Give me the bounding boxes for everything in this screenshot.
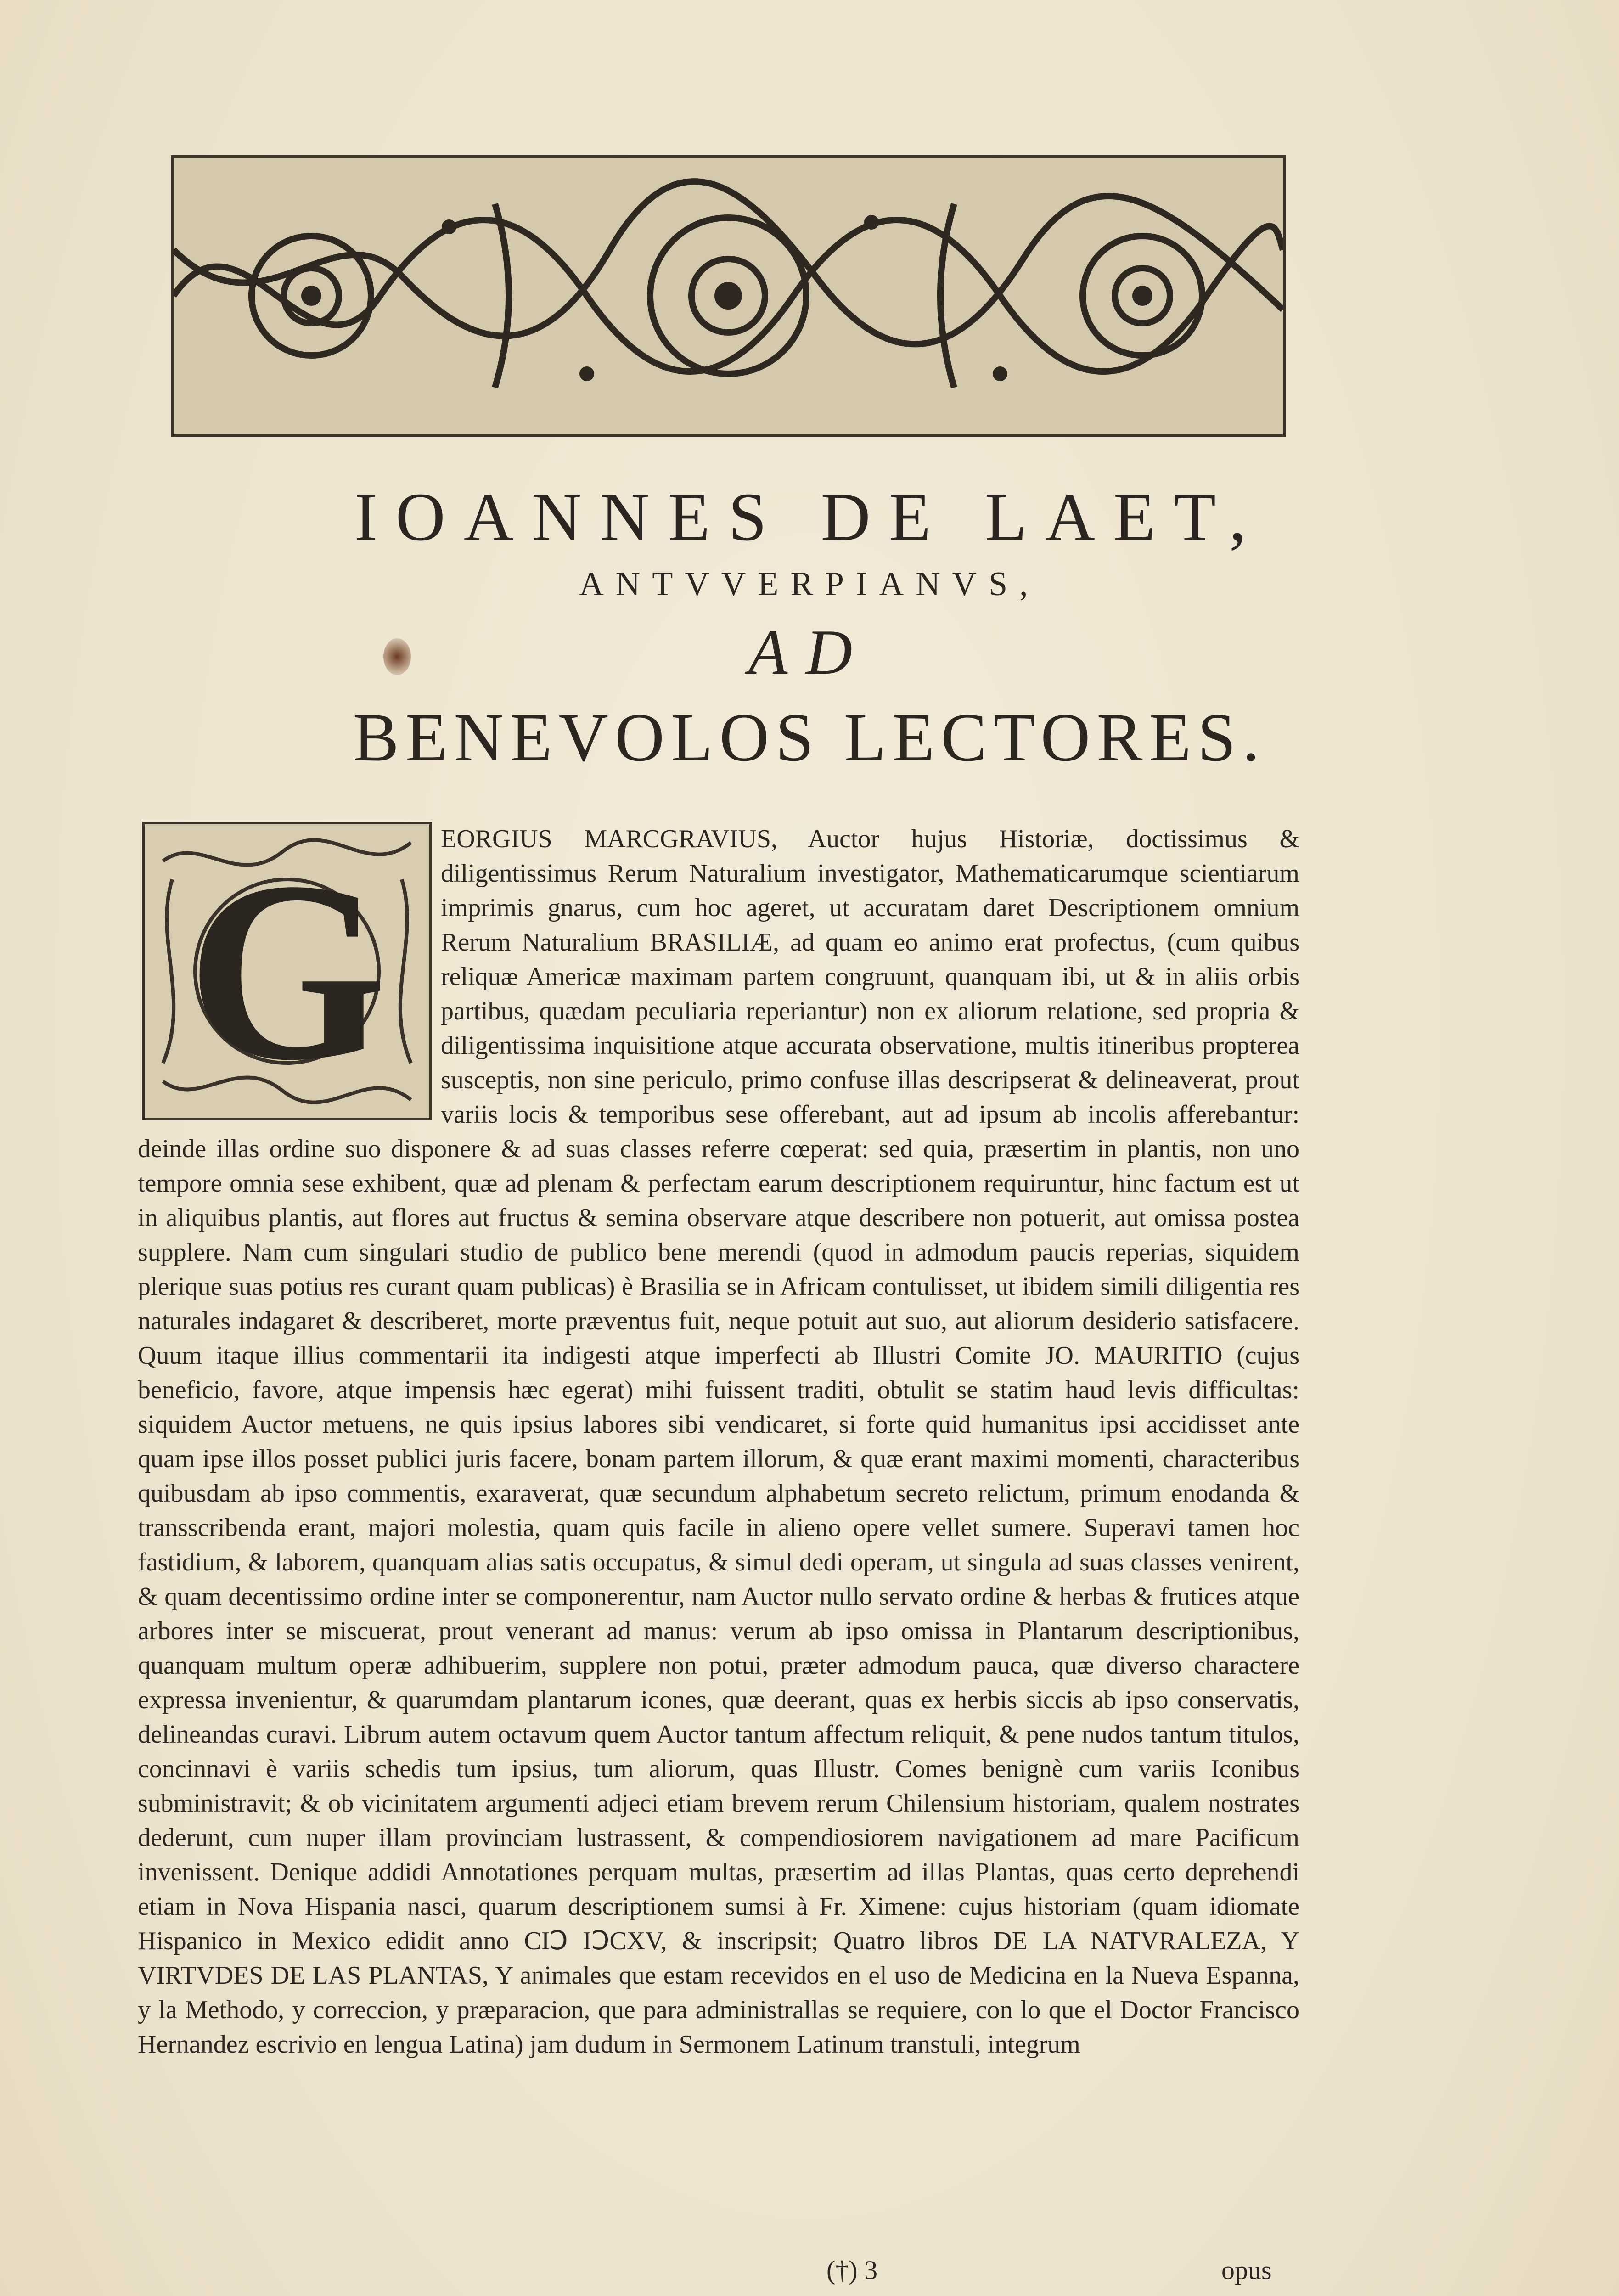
- heading-ad: AD: [748, 617, 871, 688]
- catchword: opus: [1221, 2255, 1272, 2285]
- initial-letter: G: [187, 829, 387, 1114]
- initial-spacer: [138, 822, 441, 1125]
- heading-author: IOANNES DE LAET,: [354, 479, 1265, 555]
- heading-readers: BENEVOLOS LECTORES.: [353, 699, 1266, 776]
- ornamental-headpiece: [171, 155, 1286, 437]
- signature-mark: (†) 3: [826, 2255, 878, 2285]
- heading-origin: ANTVVERPIANVS,: [579, 565, 1040, 603]
- body-text: [138, 822, 1299, 2062]
- ink-stain: [383, 638, 411, 675]
- body-paragraph: EORGIUS MARCGRAVIUS, Auctor hujus Historiæ, doctissimus & diligentissimus Rerum Naturalium investigator, Mathematicarumque scientiarum imprimis gnarus, cum hoc ageret, ut accuratam daret Descriptionem omnium Rerum Naturalium BRASILIÆ, ad quam eo animo erat profectus, (cum quibus reliquæ Americæ maximam partem congruunt, quanquam ibi, ut & in aliis orbis partibus, quædam peculiaria reperiantur) non ex aliorum relatione, sed propria & diligentissima inquisitione atque accurata observatione, multis itineribus propterea susceptis, non sine periculo, primo confuse illas descripserat & delineaverat, prout variis locis & temporibus sese offerebant, aut ad ipsum ab incolis afferebantur: deinde illas ordine suo disponere & ad suas classes referre cœperat: sed quia, præsertim in plantis, non uno tempore omnia sese exhibent, quæ ad plenam & perfectam earum descriptionem requiruntur, hinc factum est ut in aliquibus plantis, aut flores aut fructus & semina observare atque describere non potuerit, aut omissa postea supplere. Nam cum singulari studio de publico bene merendi (quod in admodum paucis reperias, siquidem plerique suas potius res curant quam publicas) è Brasilia se in Africam contulisset, ut ibidem simili diligentia res naturales indagaret & describeret, morte præventus fuit, neque potuit aut suo, aut aliorum desiderio satisfacere. Quum itaque illius commentarii ita indigesti atque imperfecti ab Illustri Comite JO. MAURITIO (cujus beneficio, favore, atque impensis hæc egerat) mihi fuissent traditi, obtulit se statim haud levis difficultas: siquidem Auctor metuens, ne quis ipsius labores sibi vendicaret, si forte quid humanitus ipsi accidisset ante quam ipse illos posset publici juris facere, bonam partem illorum, & quæ erant maximi momenti, characteribus quibusdam ab ipso commentis, exaraverat, quæ secundum alphabetum secreto relictum, primum enodanda & transscribenda erant, majori molestia, quam quis facile in alieno opere vellet sumere. Superavi tamen hoc fastidium, & laborem, quanquam alias satis occupatus, & simul dedi operam, ut singula ad suas classes venirent, & quam decentissimo ordine inter se componerentur, nam Auctor nullo servato ordine & herbas & frutices atque arbores inter se miscuerat, prout venerant ad manus: verum ab ipso omissa in Plantarum descriptionibus, quanquam multum operæ adhibuerim, supplere non potui, præter admodum pauca, quæ diverso charactere expressa invenientur, & quarumdam plantarum icones, quæ deerant, quas ex herbis siccis ab ipso conservatis, delineandas curavi. Librum autem octavum quem Auctor tantum affectum reliquit, & pene nudos tantum titulos, concinnavi è variis schedis tum ipsius, tum aliorum, quas Illustr. Comes benignè cum variis Iconibus subministravit; & ob vicinitatem argumenti adjeci etiam brevem rerum Chilensium historiam, qualem nostrates dederunt, cum nuper illam provinciam lustrassent, & compendiosiorem navigationem ad mare Pacificum invenissent. Denique addidi Annotationes perquam multas, præsertim ad illas Plantas, quas certo deprehendi etiam in Nova Hispania nasci, quarum descriptionem sumsi à Fr. Ximene: cujus historiam (quam idiomate Hispanico in Mexico edidit anno CIↃ IↃCXV, & inscripsit; Quatro libros DE LA NATVRALEZA, Y VIRTVDES DE LAS PLANTAS, Y animales que estam recevidos en el uso de Medicina en la Nueva Espanna, y la Methodo, y correccion, y præparacion, que para administrallas se requiere, con lo que el Doctor Francisco Hernandez escrivio en lengua Latina) jam dudum in Sermonem Latinum transtuli, integrum: [138, 825, 1299, 2059]
- headpiece-ornament-icon: [174, 158, 1283, 434]
